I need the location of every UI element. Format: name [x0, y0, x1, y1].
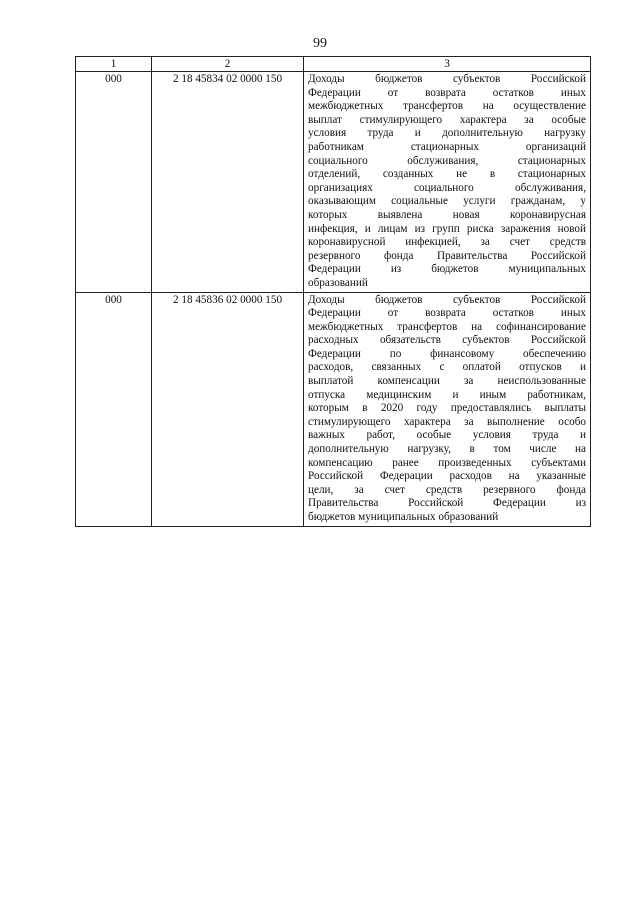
description-line: коронавирусной инфекцией, за счет средств [308, 236, 586, 249]
description-line: отделений, созданных не в стационарных [308, 168, 586, 181]
description-line: Доходы бюджетов субъектов Российской [308, 73, 586, 85]
description-line: важных работ, особые условия труда и [308, 429, 586, 442]
description-line: стимулирующего характера за выполнение особо [308, 415, 586, 428]
budget-code-cell: 2 18 45836 02 0000 150 [152, 292, 304, 526]
description-line: компенсацию ранее произведенных субъектами [308, 456, 586, 469]
description-line: работникам стационарных организаций [308, 140, 586, 153]
description-line: социального обслуживания, стационарных [308, 154, 586, 167]
admin-code-cell: 000 [76, 72, 152, 293]
description-line: отпуска медицинским и иным работникам, [308, 388, 586, 401]
description-line: резервного фонда Правительства Российской [308, 249, 586, 262]
column-number-1: 1 [76, 57, 152, 72]
description-line: организациях социального обслуживания, [308, 181, 586, 194]
description-line: бюджетов муниципальных образований [308, 511, 499, 523]
table-row [76, 72, 591, 293]
income-description-cell [304, 72, 591, 293]
description-line: дополнительную нагрузку, в том числе на [308, 443, 586, 456]
description-line: Федерации от возврата остатков иных [308, 307, 586, 320]
income-description-cell [304, 292, 591, 526]
table-header-row [76, 57, 591, 72]
description-line: Федерации от возврата остатков иных [308, 86, 586, 99]
budget-code-cell: 2 18 45834 02 0000 150 [152, 72, 304, 293]
column-number-3: 3 [304, 57, 591, 72]
page-number: 99 [313, 36, 327, 51]
description-line: оказывающим социальные услуги гражданам, у [308, 195, 586, 208]
description-line: цели, за счет средств резервного фонда [308, 483, 586, 496]
description-line: образований [308, 276, 368, 289]
description-line: Российской Федерации расходов на указанные [308, 470, 586, 483]
column-number-2: 2 [152, 57, 304, 72]
description-line: межбюджетных трансфертов на софинансирование [308, 320, 586, 333]
budget-codes-table [75, 56, 591, 527]
description-line: условия труда и дополнительную нагрузку [308, 127, 586, 140]
admin-code-cell: 000 [76, 292, 152, 526]
description-line: которых выявлена новая коронавирусная [308, 208, 586, 221]
description-line: Федерации по финансовому обеспечению [308, 347, 586, 360]
description-line: которым в 2020 году предоставлялись выплаты [308, 402, 586, 415]
description-line: межбюджетных трансфертов на осуществление [308, 100, 586, 113]
description-line: расходов, связанных с оплатой отпусков и [308, 361, 586, 374]
description-line: Федерации из бюджетов муниципальных [308, 263, 586, 276]
description-line: расходных обязательств субъектов Российской [308, 334, 586, 347]
table-row [76, 292, 591, 526]
description-line: выплатой компенсации за неиспользованные [308, 375, 586, 388]
description-line: Правительства Российской Федерации из [308, 497, 586, 510]
description-line: инфекция, и лицам из групп риска заражения новой [308, 222, 586, 235]
description-line: выплат стимулирующего характера за особые [308, 113, 586, 126]
description-line: Доходы бюджетов субъектов Российской [308, 293, 586, 306]
